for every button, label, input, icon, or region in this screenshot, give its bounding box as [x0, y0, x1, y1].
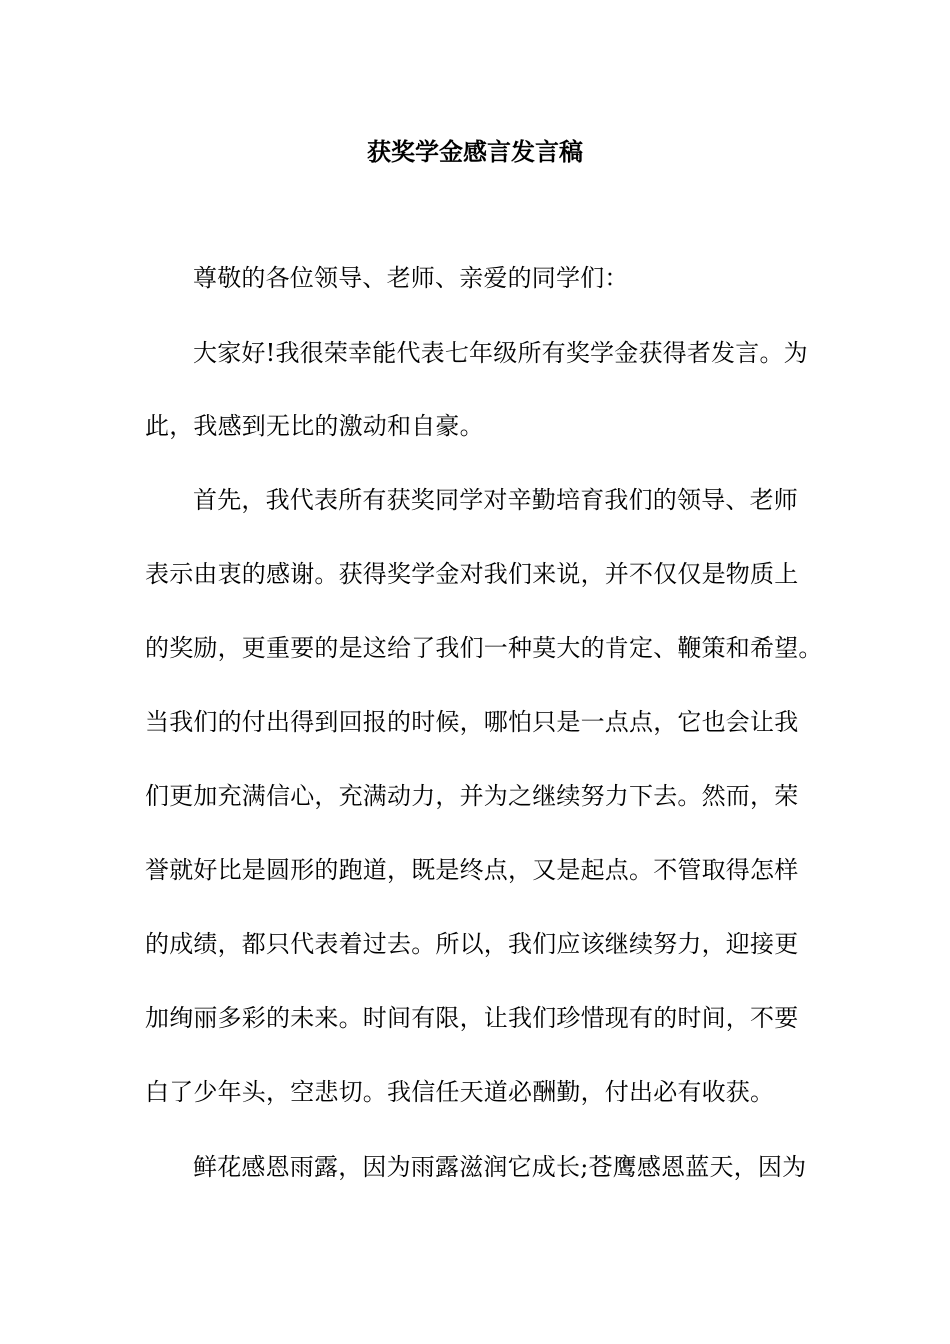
paragraph-line: 加绚丽多彩的未来。时间有限，让我们珍惜现有的时间，不要	[145, 1004, 799, 1032]
paragraph-line: 首先，我代表所有获奖同学对辛勤培育我们的领导、老师	[193, 486, 798, 514]
paragraph-line: 们更加充满信心，充满动力，并为之继续努力下去。然而，荣	[145, 782, 799, 810]
paragraph-line: 的成绩，都只代表着过去。所以，我们应该继续努力，迎接更	[145, 930, 799, 958]
paragraph-line: 表示由衷的感谢。获得奖学金对我们来说，并不仅仅是物质上	[145, 560, 799, 588]
paragraph-line: 的奖励，更重要的是这给了我们一种莫大的肯定、鞭策和希望。	[145, 634, 823, 662]
paragraph-line: 此，我感到无比的激动和自豪。	[145, 412, 484, 440]
salutation-line: 尊敬的各位领导、老师、亲爱的同学们：	[193, 264, 629, 292]
paragraph-line: 鲜花感恩雨露，因为雨露滋润它成长;苍鹰感恩蓝天，因为	[193, 1153, 807, 1181]
paragraph-line: 誉就好比是圆形的跑道，既是终点，又是起点。不管取得怎样	[145, 856, 799, 884]
paragraph-line: 白了少年头，空悲切。我信任天道必酬勤，付出必有收获。	[145, 1078, 775, 1106]
paragraph-line: 当我们的付出得到回报的时候，哪怕只是一点点，它也会让我	[145, 708, 799, 736]
document-title: 获奖学金感言发言稿	[367, 137, 583, 166]
paragraph-line: 大家好!我很荣幸能代表七年级所有奖学金获得者发言。为	[193, 339, 808, 367]
